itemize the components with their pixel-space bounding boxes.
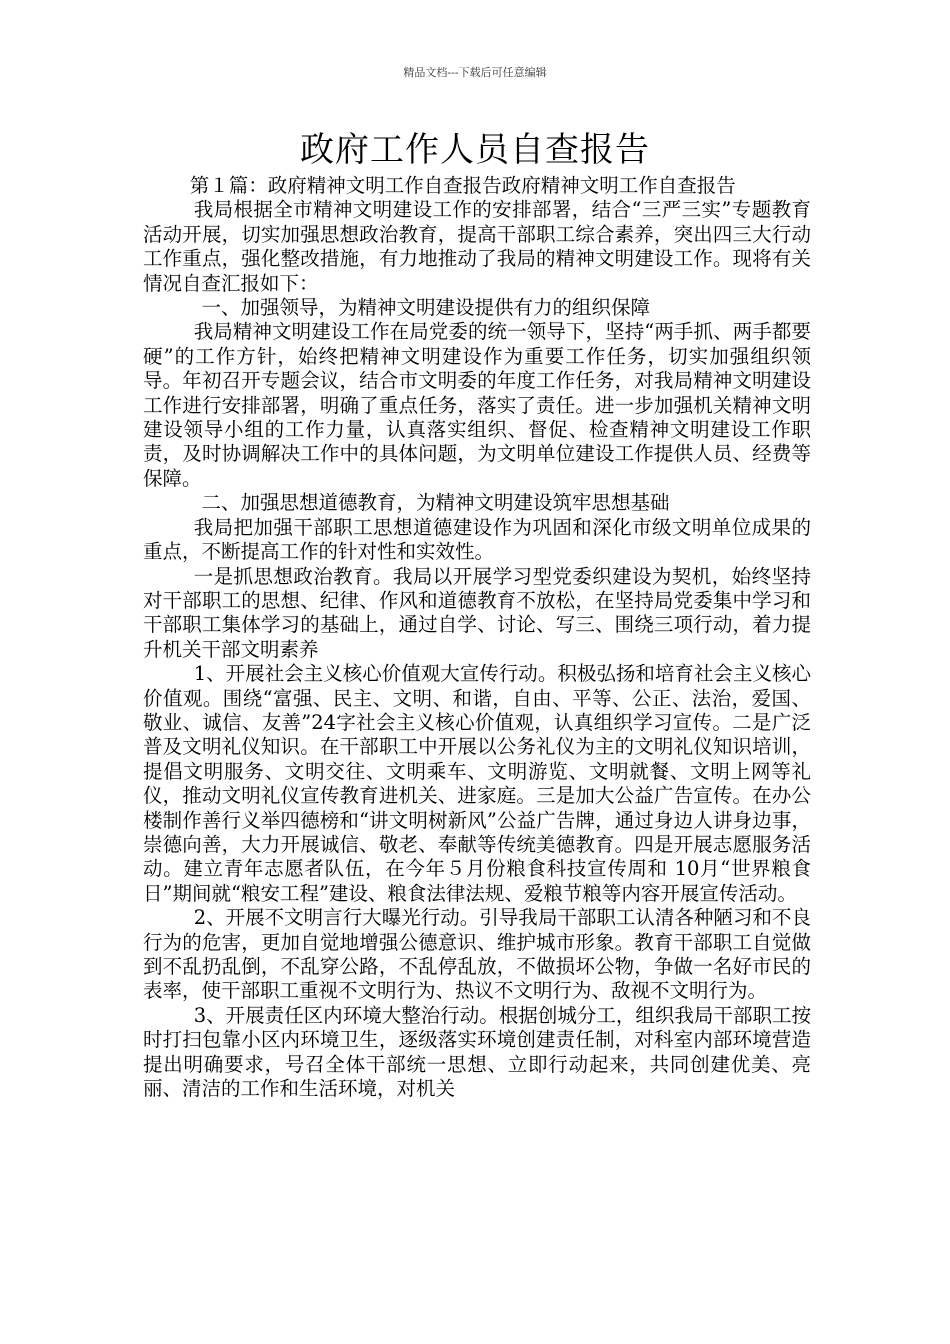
body-paragraph: 我局精神文明建设工作在局党委的统一领导下，坚持“两手抓、两手都要硬”的工作方针，始终把精神文明建设作为重要工作任务，切实加强组织领导。年初召开专题会议，结合市文明委的年度工作任务，对我局精神文明建设工作进行安排部署，明确了重点任务，落实了责任。进一步加强机关精神文明建设领导小组的工作力量，认真落实组织、督促、检查精神文明建设工作职责，及时协调解决工作中的具体问题，为文明单位建设工作提供人员、经费等保障。 — [143, 320, 811, 490]
section-heading-1: 一、加强领导，为精神文明建设提供有力的组织保障 — [201, 296, 651, 320]
intro-paragraph: 我局根据全市精神文明建设工作的安排部署，结合“三严三实”专题教育活动开展，切实加强思想政治教育，提高干部职工综合素养，突出四三大行动工作重点，强化整改措施，有力地推动了我局的精神文明建设工作。现将有关情况自查汇报如下： — [143, 198, 811, 295]
body-paragraph: 一是抓思想政治教育。我局以开展学习型党委织建设为契机，始终坚持对干部职工的思想、纪律、作风和道德教育不放松，在坚持局党委集中学习和干部职工集体学习的基础上，通过自学、讨论、写三、围绕三项行动，着力提升机关干部文明素养 — [143, 564, 811, 661]
list-item-paragraph: 2、开展不文明言行大曝光行动。引导我局干部职工认清各种陋习和不良行为的危害，更加自觉地增强公德意识、维护城市形象。教育干部职工自觉做到不乱扔乱倒，不乱穿公路，不乱停乱放，不做损坏公物，争做一名好市民的表率，使干部职工重视不文明行为、热议不文明行为、敌视不文明行为。 — [143, 906, 811, 1003]
body-paragraph: 我局把加强干部职工思想道德建设作为巩固和深化市级文明单位成果的重点，不断提高工作的针对性和实效性。 — [143, 515, 811, 564]
page-header: 精品文档---下载后可任意编辑 — [403, 66, 547, 79]
document-title: 政府工作人员自查报告 — [300, 130, 650, 170]
chapter-heading: 第１篇：政府精神文明工作自查报告政府精神文明工作自查报告 — [189, 174, 736, 197]
list-item-paragraph: 1、开展社会主义核心价值观大宣传行动。积极弘扬和培育社会主义核心价值观。围绕“富强、民主、文明、和谐，自由、平等、公正、法治，爱国、敬业、诚信、友善”24字社会主义核心价值观，认真组织学习宣传。二是广泛普及文明礼仪知识。在干部职工中开展以公务礼仪为主的文明礼仪知识培训，提倡文明服务、文明交往、文明乘车、文明游览、文明就餐、文明上网等礼仪，推动文明礼仪宣传教育进机关、进家庭。三是加大公益广告宣传。在办公楼制作善行义举四德榜和“讲文明树新风”公益广告牌，通过身边人讲身边事，崇德向善，大力开展诚信、敬老、奉献等传统美德教育。四是开展志愿服务活动。建立青年志愿者队伍，在今年５月份粮食科技宣传周和 10月“世界粮食日”期间就“粮安工程”建设、粮食法律法规、爱粮节粮等内容开展宣传活动。 — [143, 662, 811, 905]
list-item-paragraph: 3、开展责任区内环境大整治行动。根据创城分工，组织我局干部职工按时打扫包靠小区内环境卫生，逐级落实环境创建责任制，对科室内部环境营造提出明确要求，号召全体干部统一思想、立即行动起来，共同创建优美、亮丽、清洁的工作和生活环境，对机关 — [143, 1003, 811, 1101]
document-body — [143, 174, 811, 1101]
section-heading-2: 二、加强思想道德教育，为精神文明建设筑牢思想基础 — [201, 491, 670, 515]
